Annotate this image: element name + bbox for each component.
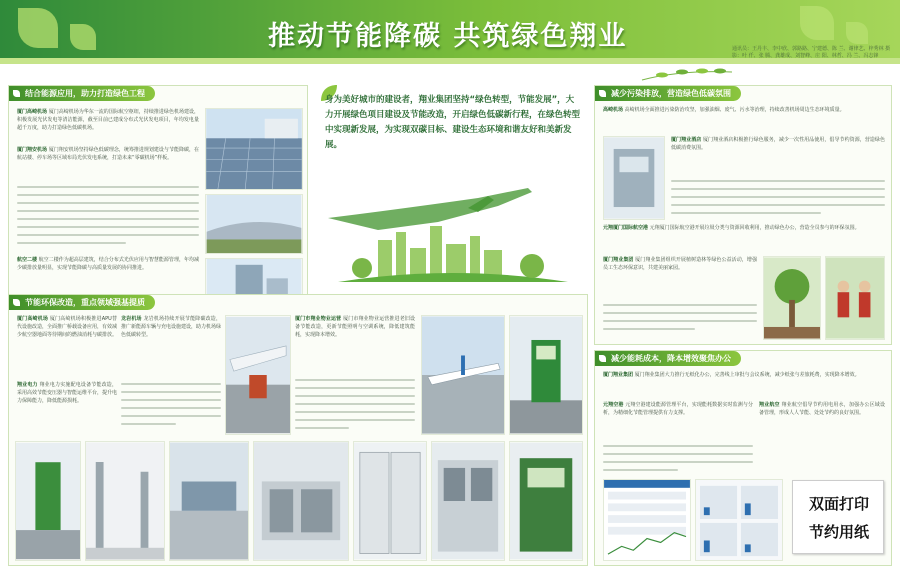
article-subtitle: 厦门市翔业物业运营 [295, 316, 342, 322]
leaf-decoration [846, 22, 868, 44]
section-title: 节能环保改造，重点领域强基提质 [9, 295, 155, 310]
article-paragraph [17, 108, 199, 144]
energy-dashboard-screenshot [603, 479, 691, 561]
article-paragraph [671, 136, 885, 176]
article-subtitle: 元翔厦门国际航空港 [603, 225, 649, 231]
text-lines [671, 180, 885, 220]
article-paragraph [17, 381, 117, 435]
article-subtitle: 厦门高崎机场 [17, 316, 49, 322]
article-text: 厦门翔业酒店积极推行绿色服务，减少一次性用品使用，倡导节约资源，营造绿色低碳消费氛围。 [671, 137, 885, 151]
page-title: 推动节能降碳 共筑绿色翔业 [268, 21, 628, 52]
article-subtitle: 厦门翔安机场 [17, 147, 48, 153]
article-paragraph [759, 401, 885, 461]
article-paragraph [17, 146, 199, 182]
section-pollution-reduction [594, 85, 892, 345]
section-title: 减少能耗成本，降本增效聚焦办公 [595, 351, 741, 366]
note-line: 双面打印 [808, 495, 869, 513]
article-paragraph [603, 401, 753, 441]
rooftop-equipment-photo [253, 441, 349, 561]
ev-charger-photo [15, 441, 81, 561]
article-paragraph [17, 315, 117, 379]
meter-readings-screenshot [695, 479, 783, 561]
section-energy-retrofit [8, 294, 588, 566]
volunteers-photo [825, 256, 885, 340]
tree-planting-photo [763, 256, 821, 340]
switchgear-room-photo [431, 441, 505, 561]
leaf-decoration [18, 8, 58, 48]
text-lines [121, 383, 221, 435]
article-subtitle: 翔业电力 [17, 382, 38, 388]
note-line: 节约用纸 [808, 523, 869, 541]
section-green-projects [8, 85, 308, 325]
aircraft-apu-photo [225, 315, 291, 435]
airplane-cityscape-illustration [318, 178, 586, 288]
leaf-decoration [70, 24, 96, 50]
credits: 通讯员：王丹丰、李中欣、郭路路、宁建德、陈 兰、谢律艺、梓秀林 摄 影：叶 仟、张 腾、龚雄成、刘智峰、庄 阳、林哲、冯 兰、冯志锋 [732, 46, 891, 59]
leaf-decoration [800, 6, 834, 40]
article-paragraph [603, 224, 885, 252]
article-text: 元翔空港建设能源管理平台，实现能耗数据实时监测与分析，为精细化节能管理提供有力支撑。 [603, 402, 753, 416]
article-paragraph [603, 106, 885, 132]
article-text: 厦门翔业集团大力推行无纸化办公，完善线上审批与会议系统，减少纸张与差旅耗费，实现降本增效。 [634, 372, 860, 378]
article-text: 元翔厦门国际航空港开展垃圾分类与资源回收利用，推动绿色办公，营造全员参与的环保氛围。 [649, 225, 860, 231]
article-text: 龙岩机场持续开展节能降碳改造，推广新能源车辆与充电设施建设，助力机场绿色低碳转型。 [121, 316, 221, 338]
article-subtitle: 元翔空港 [603, 402, 624, 408]
article-text: 厦门翔业集团组织开展植树造林等绿色公益活动，增强员工生态环保意识，共建美丽家园。 [603, 257, 757, 271]
solar-panel-photo [205, 108, 303, 190]
article-text: 航空二楼作为超高层建筑，结合分布式光伏应用与智慧能源管理，年均减少碳排放量明显，实现节能降碳与高质量发展的协同推进。 [17, 257, 199, 271]
terminal-gate-photo [169, 441, 249, 561]
power-distribution-photo [509, 441, 583, 561]
article-subtitle: 厦门翔业酒店 [671, 137, 702, 143]
article-subtitle: 厦门高崎机场 [17, 109, 48, 115]
article-paragraph [603, 371, 885, 397]
article-subtitle: 高崎机场 [603, 107, 624, 113]
text-lines [295, 379, 415, 435]
street-lamp-photo [85, 441, 165, 561]
text-lines [603, 304, 757, 340]
airport-apron-photo [421, 315, 505, 435]
text-lines [603, 445, 753, 475]
article-text: 翔业电力实施配电设备节能改造，采用高效节能变压器与智能运维平台，提升电力保障能力，降低能源损耗。 [17, 382, 117, 404]
equipment-photo [603, 136, 665, 220]
article-subtitle: 龙岩机场 [121, 316, 142, 322]
article-paragraph [121, 315, 221, 379]
article-text: 高崎机场全面推进污染防治攻坚，加强油烟、废气、污水等治理，持续改善机场周边生态环境质量。 [624, 107, 845, 113]
print-double-sided-note [792, 480, 884, 554]
electrical-cabinet-photo [353, 441, 427, 561]
leaf-branch-decoration [640, 66, 735, 82]
article-text: 翔业航空倡导节约用电用水，加强办公区域设备管理，形成人人节能、处处节约的良好氛围。 [759, 402, 885, 416]
article-text: 厦门翔安机场坚持绿色低碳理念，统筹推进规划建设与节能降碳，在航站楼、停车场等区域布局光伏发电系统，打造未来“零碳机场”样板。 [17, 147, 199, 161]
article-subtitle: 厦门翔业集团 [603, 257, 634, 263]
section-title: 结合能源应用，助力打造绿色工程 [9, 86, 155, 101]
intro-text: 身为美好城市的建设者，翔业集团坚持“绿色转型，节能发展”，大力开展绿色项目建设及节能改造，开启绿色低碳新行程，在绿色转型中实现新发展，为实现双碳目标、建设生态环境和谐友好和美新发展。 [325, 95, 581, 150]
article-text: 厦门市翔业物业运营推进老旧设备节能改造，更新节能照明与空调系统，降低建筑能耗，实现降本增效。 [295, 316, 415, 338]
section-title: 减少污染排放，营造绿色低碳氛围 [595, 86, 741, 101]
article-text: 厦门高崎机场为华东一流的国际航空枢纽，持续推进绿色机场建设，积极发展光伏发电等清洁能源，截至目前已建成分布式光伏发电项目，年均发电量超千万度，助力打造绿色低碳机场。 [17, 109, 199, 131]
article-subtitle: 翔业航空 [759, 402, 780, 408]
airport-terminal-photo [205, 194, 303, 254]
article-paragraph [295, 315, 415, 375]
article-subtitle: 厦门翔业集团 [603, 372, 634, 378]
article-paragraph [603, 256, 757, 300]
charging-station-photo [509, 315, 583, 435]
article-text: 厦门高崎机场积极推进APU替代设施改造，全面推广桥载设备应用，有效减少航空器地面等待期间的燃油消耗与碳排放。 [17, 316, 117, 338]
text-lines [17, 186, 199, 252]
article-subtitle: 航空二楼 [17, 257, 38, 263]
